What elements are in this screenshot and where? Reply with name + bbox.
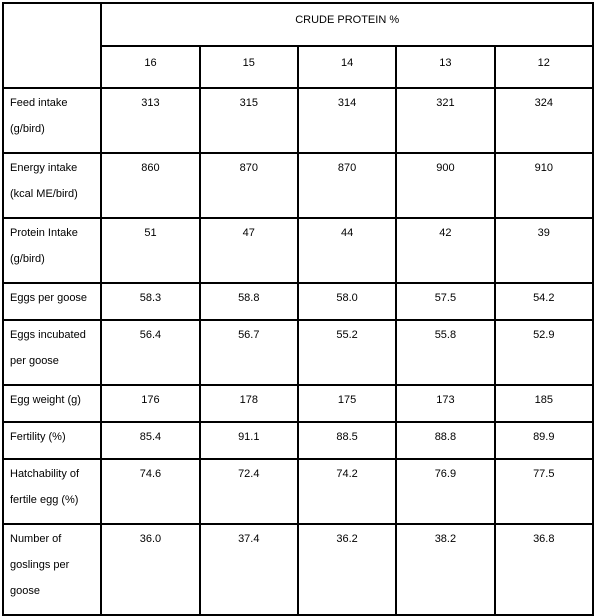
table-cell: 91.1 <box>200 422 298 459</box>
table-cell: 38.2 <box>396 524 494 615</box>
corner-cell <box>3 3 101 88</box>
table-cell: 58.3 <box>101 283 199 320</box>
table-row <box>3 459 593 524</box>
table-cell: 44 <box>298 218 396 283</box>
row-label-fertility: Fertility (%) <box>3 422 101 459</box>
table-cell: 36.8 <box>495 524 593 615</box>
table-cell: 54.2 <box>495 283 593 320</box>
table-cell: 88.8 <box>396 422 494 459</box>
table-cell: 314 <box>298 88 396 153</box>
crude-protein-header: CRUDE PROTEIN % <box>101 3 593 46</box>
table-cell: 173 <box>396 385 494 422</box>
table-row <box>3 320 593 385</box>
table-cell: 37.4 <box>200 524 298 615</box>
table-cell: 42 <box>396 218 494 283</box>
protein-level-16: 16 <box>101 46 199 88</box>
row-label-egg-weight: Egg weight (g) <box>3 385 101 422</box>
row-label-hatchability: Hatchability of fertile egg (%) <box>3 459 101 524</box>
table-cell: 47 <box>200 218 298 283</box>
row-label-eggs-per-goose: Eggs per goose <box>3 283 101 320</box>
table-row <box>3 283 593 320</box>
table-cell: 58.8 <box>200 283 298 320</box>
table-cell: 36.2 <box>298 524 396 615</box>
table-cell: 57.5 <box>396 283 494 320</box>
row-label-protein-intake: Protein Intake (g/bird) <box>3 218 101 283</box>
table-cell: 313 <box>101 88 199 153</box>
protein-level-14: 14 <box>298 46 396 88</box>
table-cell: 72.4 <box>200 459 298 524</box>
row-label-energy-intake: Energy intake (kcal ME/bird) <box>3 153 101 218</box>
crude-protein-table <box>2 2 594 616</box>
table-cell: 900 <box>396 153 494 218</box>
table-row <box>3 422 593 459</box>
header-row <box>3 3 593 46</box>
table-cell: 175 <box>298 385 396 422</box>
protein-level-15: 15 <box>200 46 298 88</box>
table-row <box>3 385 593 422</box>
table-cell: 77.5 <box>495 459 593 524</box>
table-cell: 88.5 <box>298 422 396 459</box>
table-cell: 56.4 <box>101 320 199 385</box>
table-cell: 39 <box>495 218 593 283</box>
table-cell: 321 <box>396 88 494 153</box>
table-cell: 58.0 <box>298 283 396 320</box>
row-label-eggs-incubated: Eggs incubated per goose <box>3 320 101 385</box>
table-cell: 860 <box>101 153 199 218</box>
table-cell: 56.7 <box>200 320 298 385</box>
table-row <box>3 88 593 153</box>
table-cell: 74.6 <box>101 459 199 524</box>
row-label-feed-intake: Feed intake (g/bird) <box>3 88 101 153</box>
table-cell: 74.2 <box>298 459 396 524</box>
table-cell: 176 <box>101 385 199 422</box>
row-label-goslings-per-goose: Number of goslings per goose <box>3 524 101 615</box>
table-cell: 324 <box>495 88 593 153</box>
table-row <box>3 153 593 218</box>
table-cell: 910 <box>495 153 593 218</box>
table-cell: 52.9 <box>495 320 593 385</box>
table-cell: 870 <box>298 153 396 218</box>
table-cell: 85.4 <box>101 422 199 459</box>
table-cell: 36.0 <box>101 524 199 615</box>
table-cell: 178 <box>200 385 298 422</box>
protein-level-12: 12 <box>495 46 593 88</box>
table-row <box>3 218 593 283</box>
table-row <box>3 524 593 615</box>
protein-level-13: 13 <box>396 46 494 88</box>
table-cell: 315 <box>200 88 298 153</box>
table-cell: 870 <box>200 153 298 218</box>
table-cell: 55.2 <box>298 320 396 385</box>
table-cell: 185 <box>495 385 593 422</box>
table-cell: 51 <box>101 218 199 283</box>
table-cell: 89.9 <box>495 422 593 459</box>
table-cell: 55.8 <box>396 320 494 385</box>
table-cell: 76.9 <box>396 459 494 524</box>
